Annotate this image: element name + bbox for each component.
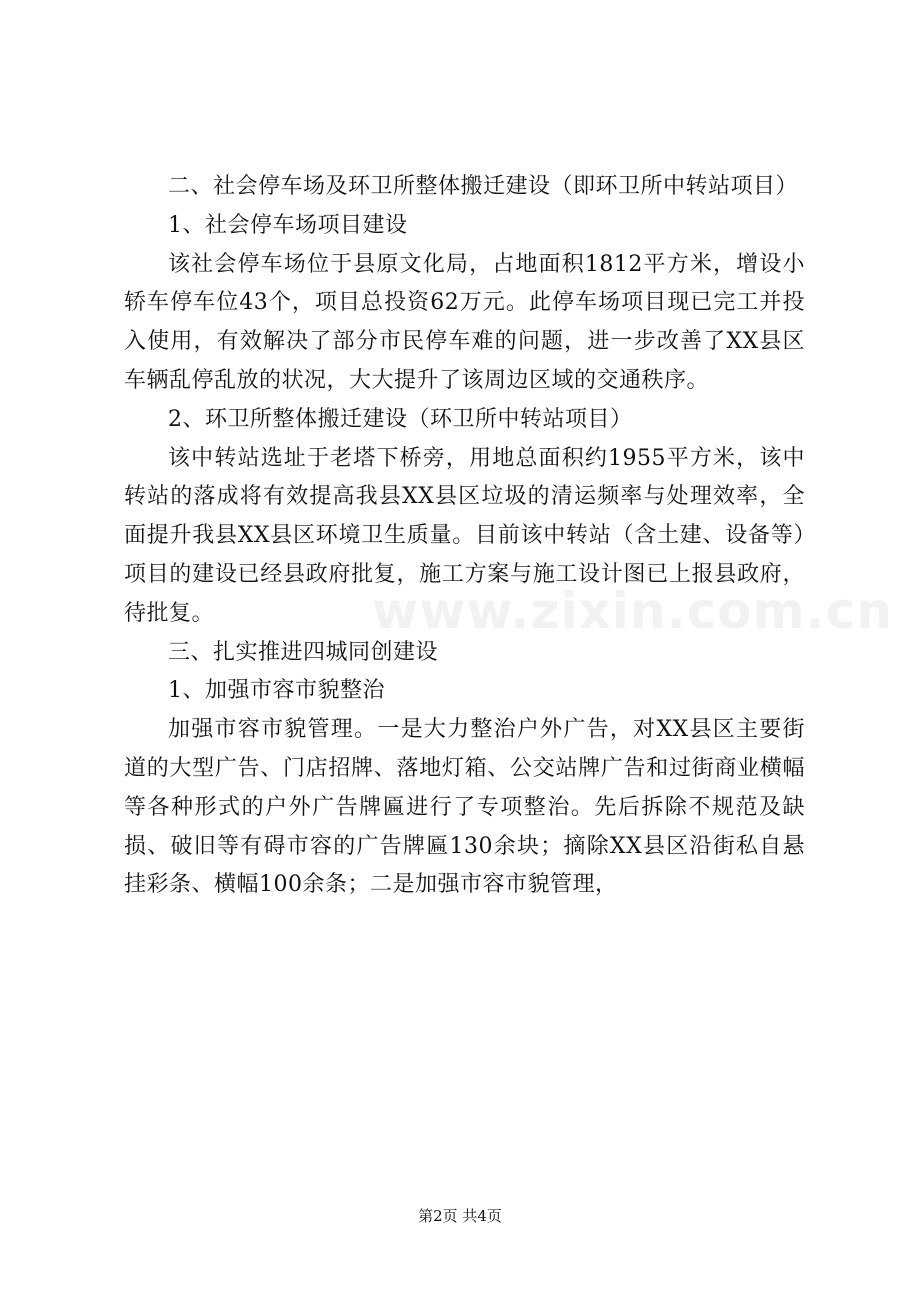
section-heading-parking-relocation: 二、社会停车场及环卫所整体搬迁建设（即环卫所中转站项目） (168, 174, 799, 199)
paragraph-public-parking: 该社会停车场位于县原文化局，占地面积1812平方米，增设小轿车停车位43个，项目总投资62万元。此停车场项目现已完工并投入使用，有效解决了部分市民停车难的问题，进一步改善了XX县区车辆乱停乱放的状况，大大提升了该周边区域的交通秩序。 (124, 251, 805, 393)
site-watermark: www.zixin.com.cn (372, 582, 893, 640)
document-body (124, 168, 893, 905)
paragraph-city-appearance: 加强市容市貌管理。一是大力整治户外广告，对XX县区主要街道的大型广告、门店招牌、落地灯箱、公交站牌广告和过街商业横幅等各种形式的户外广告牌匾进行了专项整治。先后拆除不规范及缺损、破旧等有碍市容的广告牌匾130余块；摘除XX县区沿街私自悬挂彩条、横幅100余条；二是加强市容市貌管理， (124, 717, 805, 898)
paragraph-transfer-station: 该中转站选址于老塔下桥旁，用地总面积约1955平方米，该中转站的落成将有效提高我县XX县区垃圾的清运频率与处理效率，全面提升我县XX县区环境卫生质量。目前该中转站（含土建、设备等）项目的建设已经县政府批复，施工方案与施工设计图已上报县政府，待批复。 (124, 445, 805, 626)
section-heading-four-cities: 三、扎实推进四城同创建设 (168, 639, 439, 665)
subheading-public-parking: 1、社会停车场项目建设 (168, 212, 408, 238)
subheading-city-appearance: 1、加强市容市貌整治 (168, 678, 385, 704)
subheading-sanitation-relocation: 2、环卫所整体搬迁建设（环卫所中转站项目） (168, 406, 633, 432)
page-footer: 第2页 共4页 (418, 1207, 502, 1225)
